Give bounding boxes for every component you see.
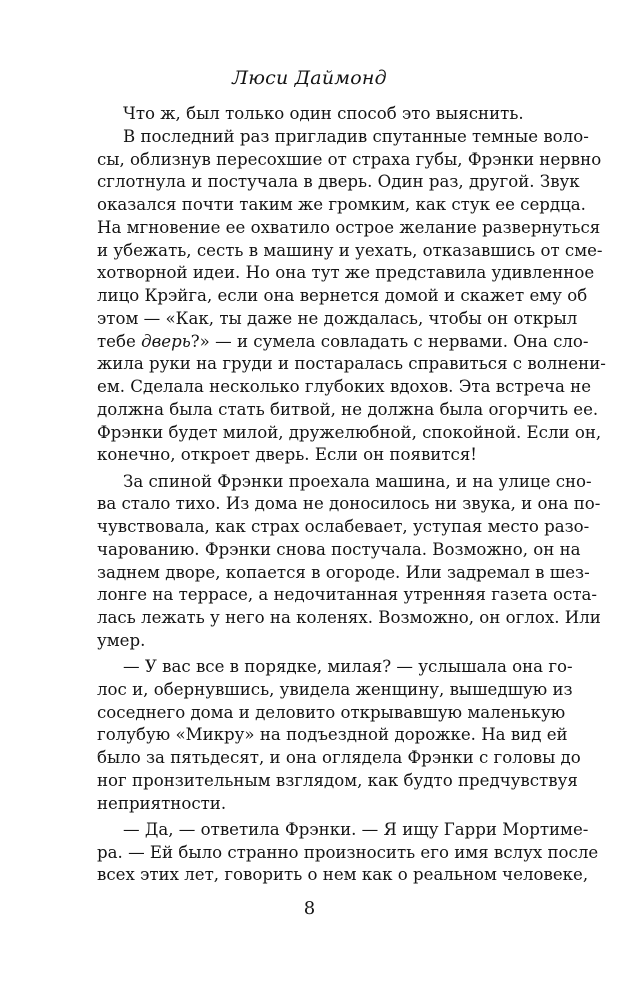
text-line: лицо Крэйга, если она вернется домой и скажет ему об [97,286,588,305]
text-line: За спиной Фрэнки проехала машина, и на улице сно- [123,471,592,491]
text-line: конечно, откроет дверь. Если он появится! [97,445,477,465]
text-line: и убежать, сесть в машину и уехать, отказавшись от сме- [97,240,603,260]
page-number: 8 [303,898,316,919]
text-line: — Да, — ответила Фрэнки. — Я ищу Гарри Мортиме- [123,819,589,839]
text-line: лос и, обернувшись, увидела женщину, вышедшую из [97,679,573,699]
text-line: ра. — Ей было странно произносить его имя вслух после [97,842,599,862]
text-line: соседнего дома и деловито открывавшую маленькую [97,702,566,722]
emphasis-word: дверь [141,331,191,351]
text-line: хотворной идеи. Но она тут же представила удивленное [97,263,595,283]
text-line: чувствовала, как страх ослабевает, уступая место разо- [97,517,590,536]
text-line: сглотнула и постучала в дверь. Один раз, другой. Звук [97,172,580,192]
body-text [97,103,606,887]
text-line: должна была стать битвой, не должна была огорчить ее. [97,399,599,419]
text-line: лонге на террасе, а недочитанная утренняя газета оста- [97,585,598,605]
text-line: умер. [97,630,146,650]
text-line-with-emphasis [97,331,589,354]
text-line: голубую «Микру» на подъездной дорожке. На вид ей [97,725,568,745]
text-line: заднем дворе, копается в огороде. Или задремал в шез- [97,562,590,582]
line-pre: тебе [97,331,142,351]
text-line: чарованию. Фрэнки снова постучала. Возможно, он на [97,539,581,559]
text-line: — У вас все в порядке, милая? — услышала она го- [123,657,573,676]
text-line: этом — «Как, ты даже не дождалась, чтобы он открыл [97,308,578,328]
text-line: На мгновение ее охватило острое желание развернуться [97,217,601,237]
text-line: Что ж, был только один способ это выяснить. [123,104,524,123]
line-post: ?» — и сумела совладать с нервами. Она сло- [190,331,589,351]
text-line: Фрэнки будет милой, дружелюбной, спокойной. Если он, [97,422,602,442]
text-line: оказался почти таким же громким, как стук ее сердца. [97,195,586,214]
text-line: сы, облизнув пересохшие от страха губы, Фрэнки нервно [97,149,602,169]
text-line: ног пронзительным взглядом, как будто предчувствуя [97,770,578,790]
text-line: неприятности. [97,793,227,813]
text-line: было за пятьдесят, и она оглядела Фрэнки с головы до [97,748,581,767]
text-line: В последний раз пригладив спутанные темные воло- [123,126,589,146]
text-line: лась лежать у него на коленях. Возможно, он оглох. Или [97,608,601,627]
text-line: ем. Сделала несколько глубоких вдохов. Эта встреча не [97,377,592,396]
text-line: ва стало тихо. Из дома не доносилось ни звука, и она по- [97,494,601,514]
text-line: жила руки на груди и постаралась справиться с волнени- [97,354,606,374]
running-head: Люси Даймонд [232,67,387,89]
text-line: всех этих лет, говорить о нем как о реальном человеке, [97,865,589,885]
